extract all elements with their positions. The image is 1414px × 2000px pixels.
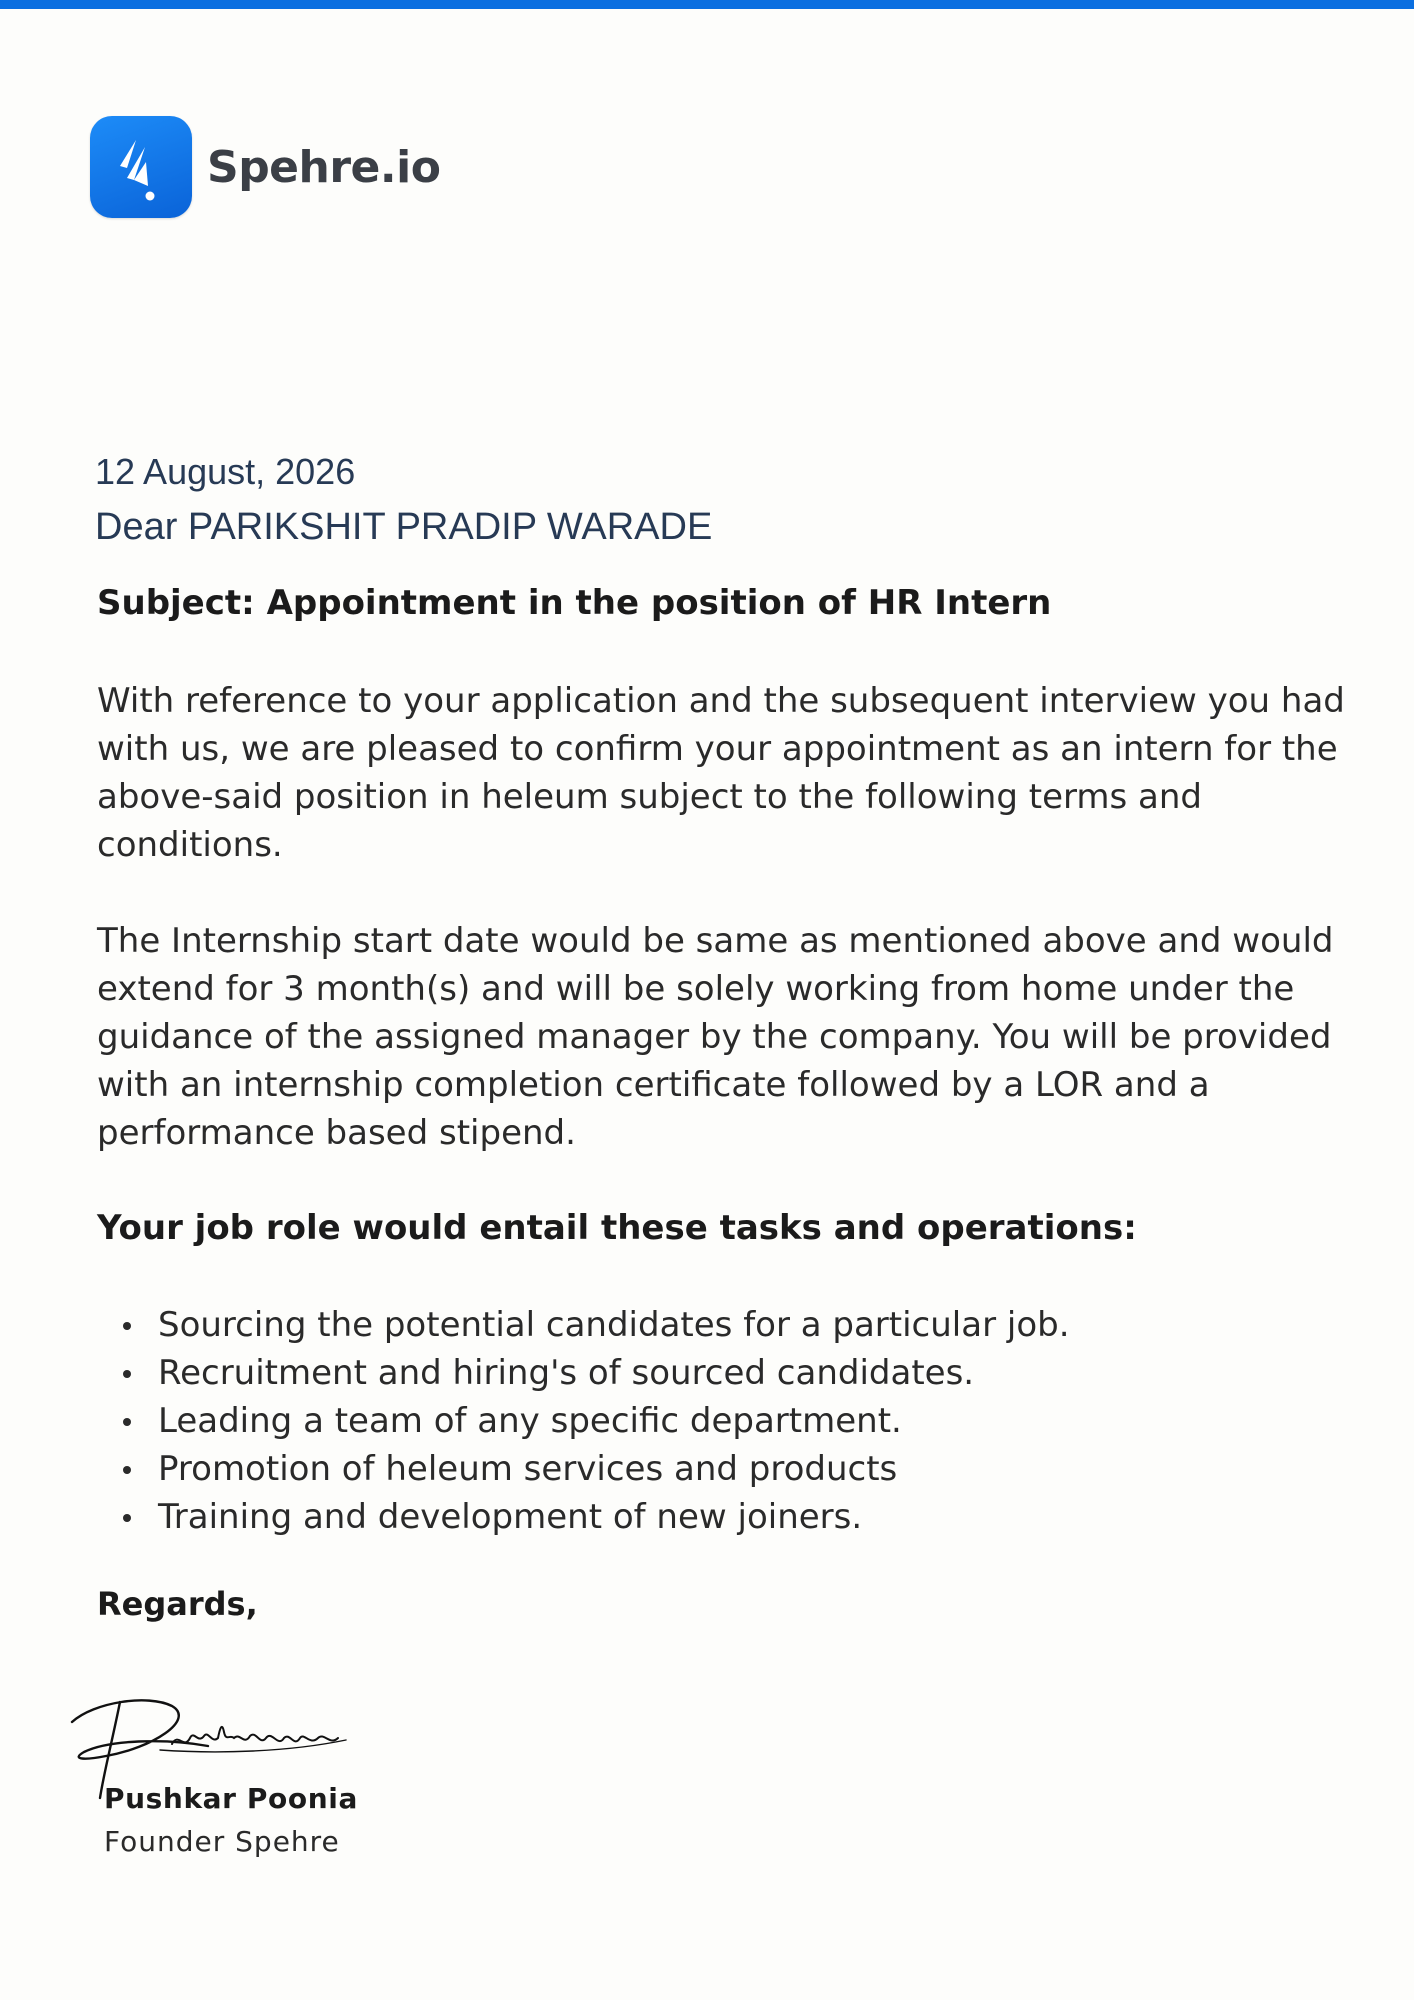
salutation: Dear PARIKSHIT PRADIP WARADE bbox=[95, 506, 713, 548]
letter-date: 12 August, 2026 bbox=[95, 451, 356, 492]
tasks-heading: Your job role would entail these tasks and operations: bbox=[97, 1208, 1137, 1248]
tasks-list bbox=[97, 1301, 1070, 1541]
top-accent-bar bbox=[0, 0, 1414, 9]
closing: Regards, bbox=[97, 1585, 258, 1623]
signatory-title: Founder Spehre bbox=[104, 1825, 340, 1858]
brand-name: Spehre.io bbox=[207, 141, 441, 193]
list-item: Promotion of heleum services and products bbox=[97, 1445, 1070, 1493]
paragraph-terms: The Internship start date would be same as mentioned above and would extend for 3 month(s) and will be solely working from home under the guidance of the assigned manager by the company. You will be provided with an internship completion certificate followed by a LOR and a performance based stipend. bbox=[97, 921, 1334, 1153]
subject-line: Subject: Appointment in the position of HR Intern bbox=[97, 583, 1052, 623]
brand-logo bbox=[90, 116, 440, 218]
list-item: Leading a team of any specific department. bbox=[97, 1397, 1070, 1445]
signatory-name: Pushkar Poonia bbox=[104, 1782, 358, 1815]
list-item: Recruitment and hiring's of sourced candidates. bbox=[97, 1349, 1070, 1397]
list-item: Sourcing the potential candidates for a particular job. bbox=[97, 1301, 1070, 1349]
lightning-bolt-icon bbox=[90, 116, 192, 218]
paragraph-introduction: With reference to your application and the subsequent interview you had with us, we are pleased to confirm your appointment as an intern for the above-said position in heleum subject to the following terms and conditions. bbox=[97, 681, 1345, 865]
list-item: Training and development of new joiners. bbox=[97, 1493, 1070, 1541]
